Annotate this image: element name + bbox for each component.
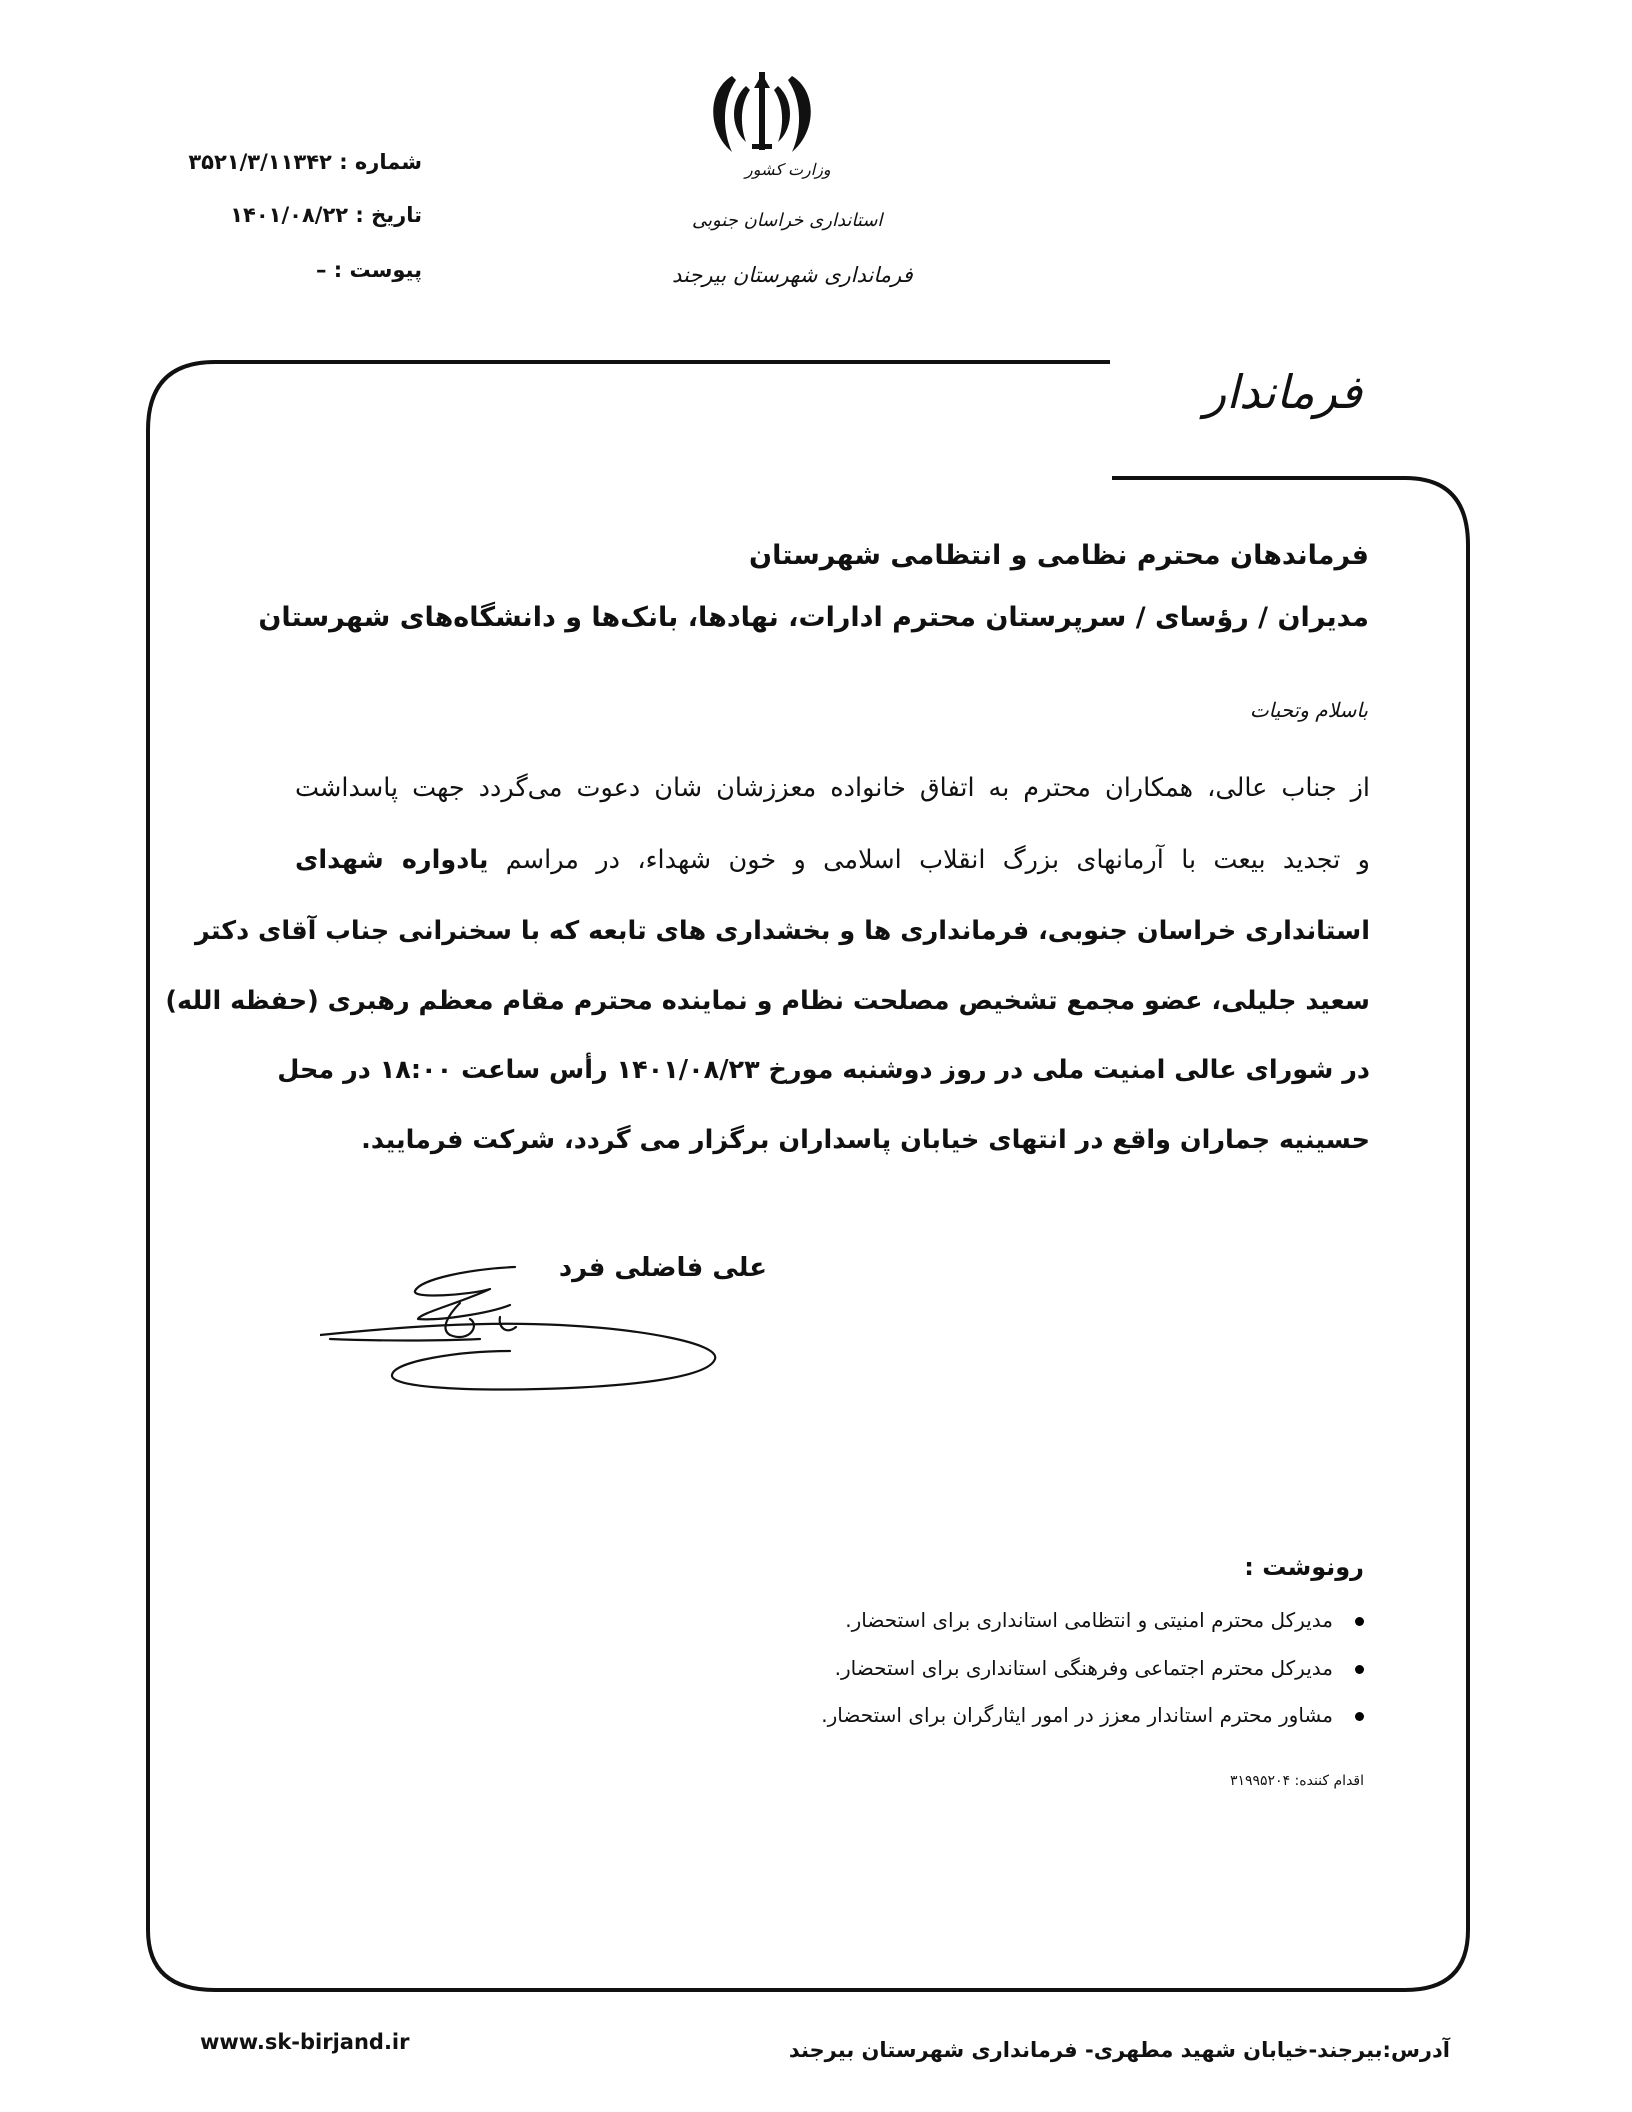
letter-date-value: ۱۴۰۱/۰۸/۲۲ (230, 203, 349, 227)
county-line: فرمانداری شهرستان بیرجند (672, 263, 913, 287)
bullet-icon (1355, 1617, 1364, 1626)
letter-title: فرماندار (1204, 365, 1362, 419)
body-text-3: استانداری خراسان جنوبی، فرمانداری ها و بخشداری های تابعه که با سخنرانی جناب آقای دکتر (194, 916, 1370, 946)
cc-item-text: مدیرکل محترم اجتماعی وفرهنگی استانداری برای استحضار. (834, 1656, 1333, 1680)
cc-item-text: مشاور محترم استاندار معزز در امور ایثارگران برای استحضار. (821, 1703, 1333, 1727)
addressee-line-2: مدیران / رؤسای / سرپرستان محترم ادارات، نهادها، بانک‌ها و دانشگاه‌های شهرستان (258, 602, 1369, 633)
body-line-1 (295, 773, 1370, 804)
footer-address: آدرس:بیرجند-خیابان شهید مطهری- فرمانداری شهرستان بیرجند (788, 2038, 1450, 2062)
letter-date-label: تاریخ : (355, 203, 422, 227)
cc-item-text: مدیرکل محترم امنیتی و انتظامی استانداری برای استحضار. (845, 1608, 1333, 1632)
cc-title: رونوشت : (1244, 1553, 1364, 1581)
letter-number-value: ۳۵۲۱/۳/۱۱۳۴۲ (188, 150, 332, 174)
signature-image (320, 1255, 740, 1405)
body-line-3 (194, 916, 1370, 947)
province-line: استانداری خراسان جنوبی (692, 210, 883, 231)
body-text-4: سعید جلیلی، عضو مجمع تشخیص مصلحت نظام و نماینده محترم مقام معظم رهبری (حفظه الله) (165, 986, 1370, 1016)
greeting: باسلام وتحیات (1249, 698, 1368, 722)
cc-item (835, 1656, 1364, 1680)
letter-attachment-label: پیوست : (333, 258, 422, 282)
letter-number-label: شماره : (339, 150, 422, 174)
letter-attachment-value: – (315, 258, 327, 282)
body-text-6: حسینیه جماران واقع در انتهای خیابان پاسداران برگزار می گردد، شرکت فرمایید. (361, 1125, 1370, 1155)
cc-item (845, 1608, 1364, 1632)
bullet-icon (1355, 1665, 1364, 1674)
footer-website[interactable]: www.sk-birjand.ir (200, 2030, 410, 2054)
body-text-2-bold: یادواره شهدای (295, 845, 489, 875)
signer-name: علی فاضلی فرد (558, 1253, 767, 1283)
body-text-2: و تجدید بیعت با آرمانهای بزرگ انقلاب اسلامی و خون شهداء، در مراسم (488, 845, 1370, 875)
body-text-1: از جناب عالی، همکاران محترم به اتفاق خانواده معززشان شان دعوت می‌گردد جهت پاسداشت (295, 773, 1370, 803)
body-line-4 (165, 986, 1370, 1017)
body-line-2 (295, 845, 1370, 876)
body-line-6 (295, 1125, 1370, 1156)
action-by: اقدام کننده: ۳۱۹۹۵۲۰۴ (1229, 1773, 1364, 1789)
body-text-5: در شورای عالی امنیت ملی در روز دوشنبه مورخ ۱۴۰۱/۰۸/۲۳ رأس ساعت ۱۸:۰۰ در محل (277, 1055, 1370, 1085)
cc-item (821, 1703, 1364, 1727)
addressee-line-1: فرماندهان محترم نظامی و انتظامی شهرستان (749, 540, 1369, 571)
ministry-line: وزارت کشور (745, 160, 831, 179)
body-line-5 (277, 1055, 1370, 1086)
bullet-icon (1355, 1712, 1364, 1721)
